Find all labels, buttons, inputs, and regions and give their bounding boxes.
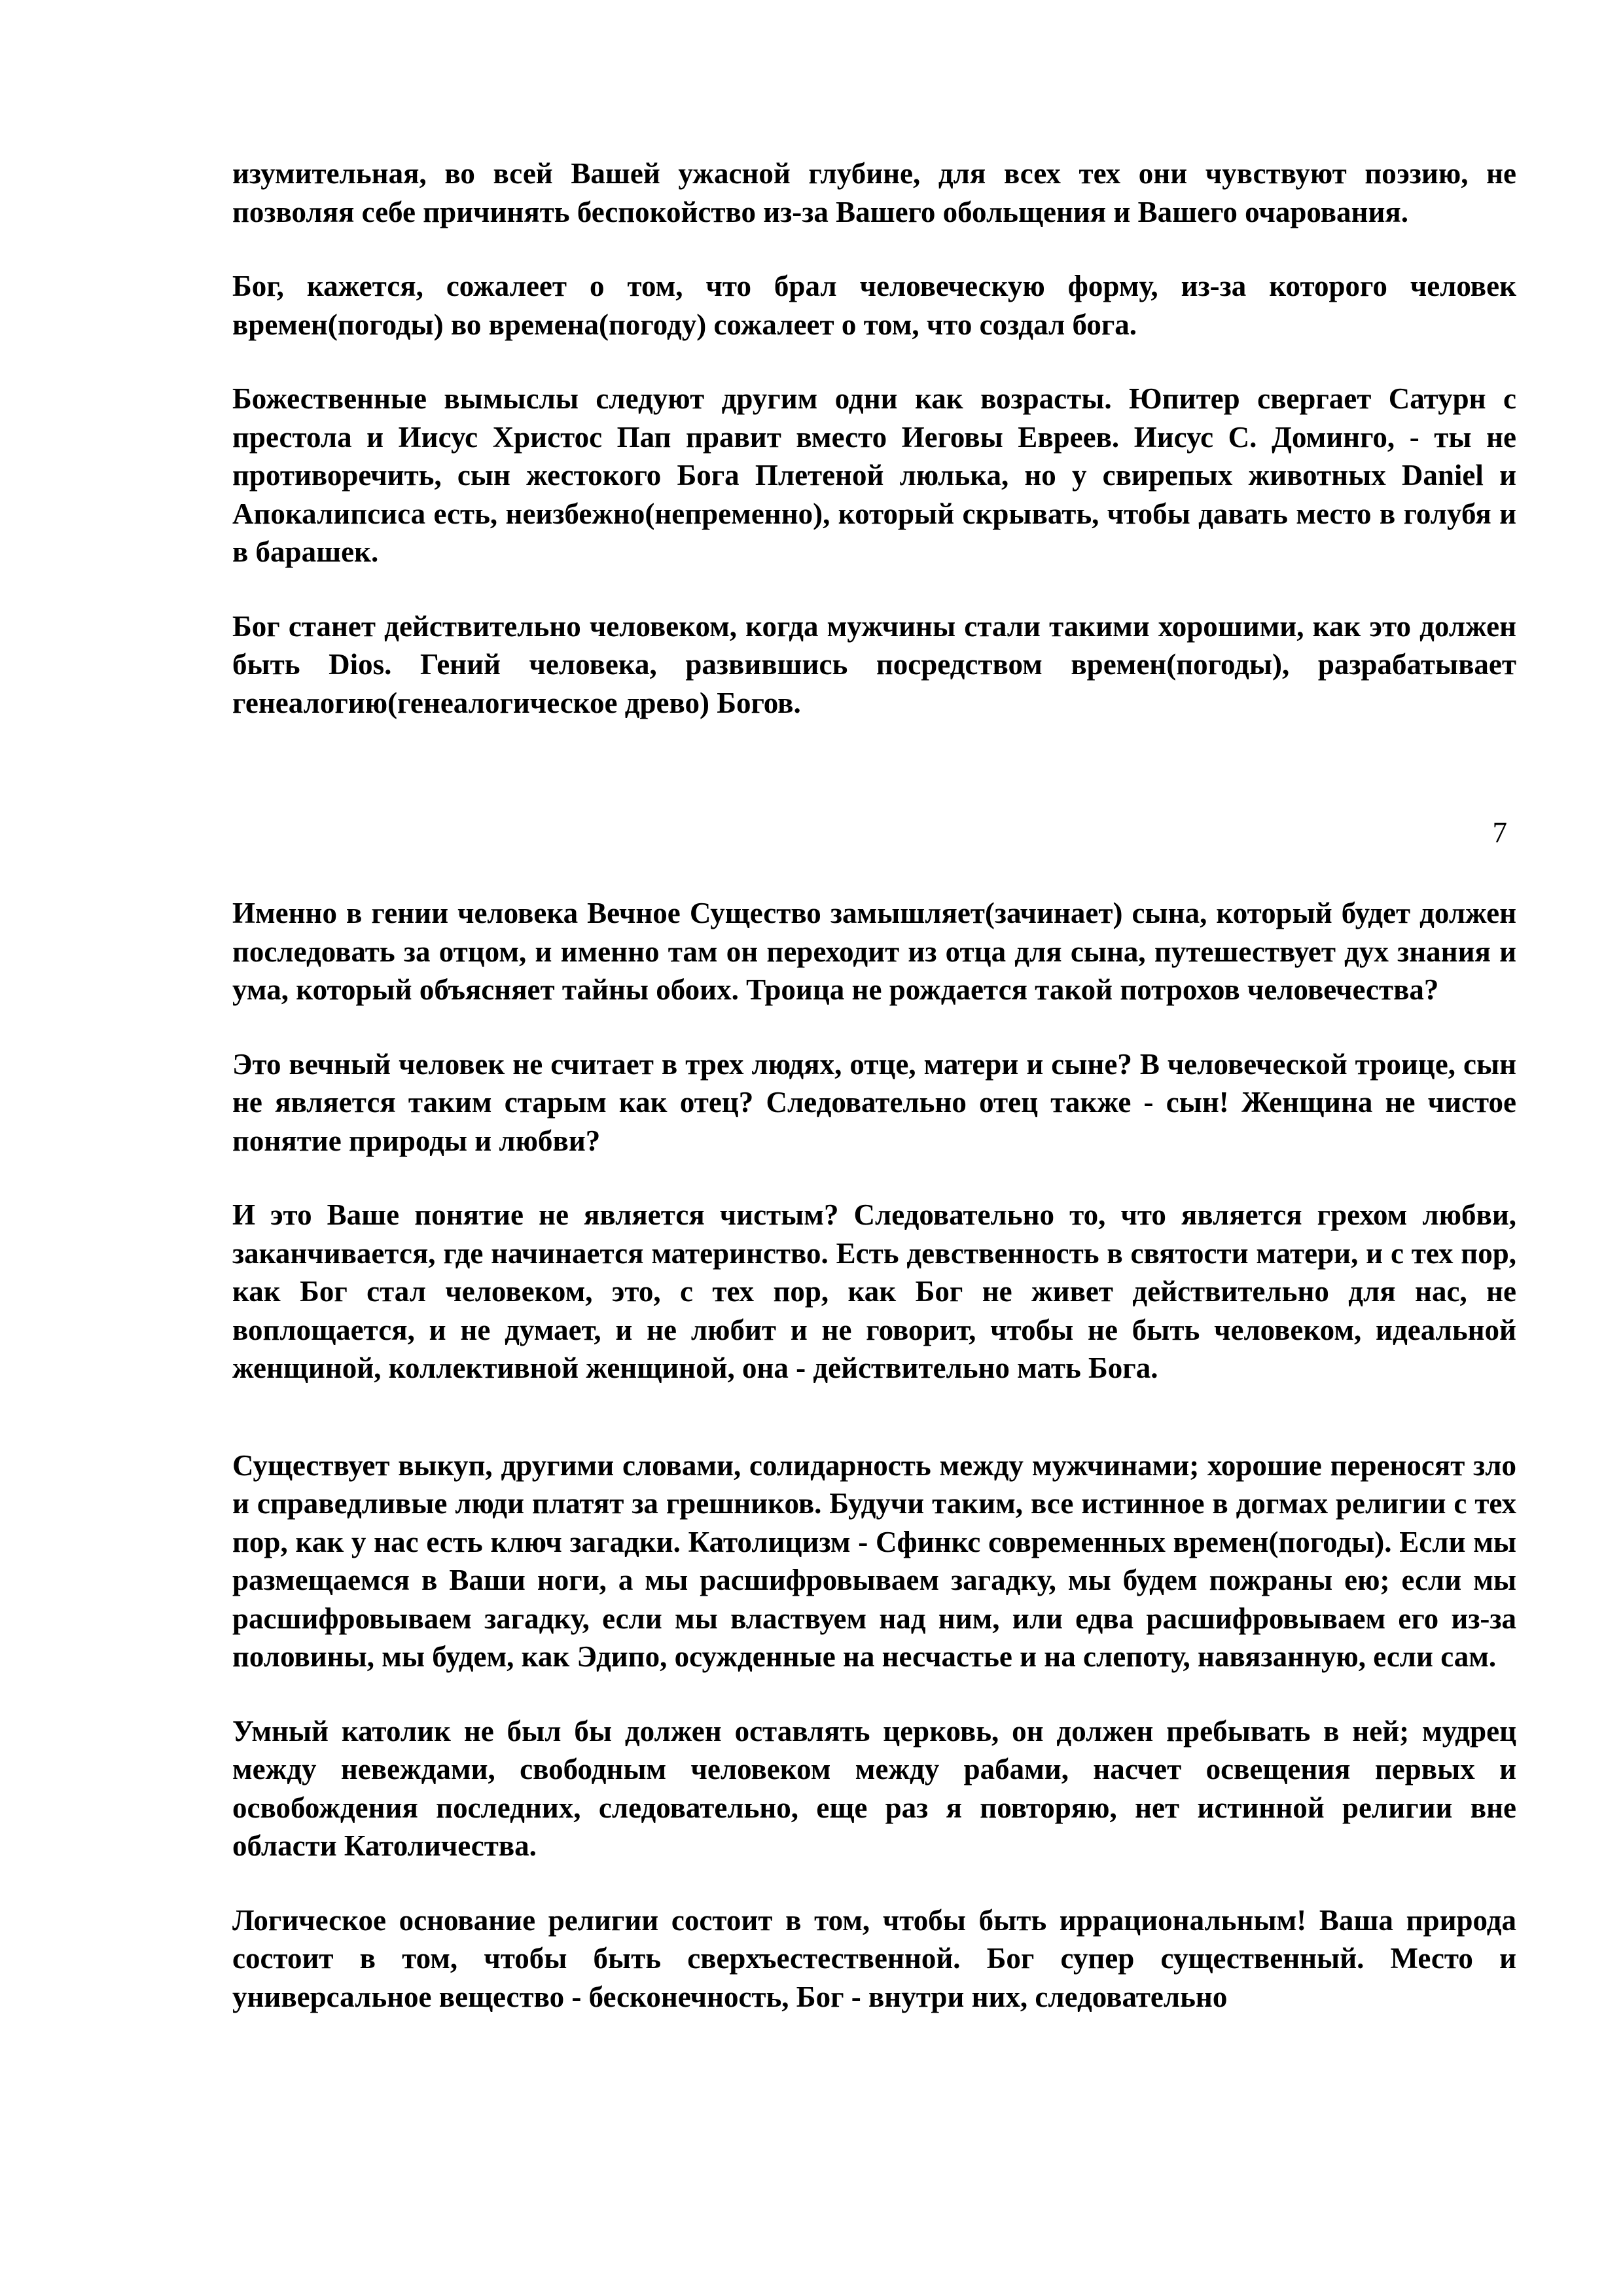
page-number: 7 xyxy=(1492,816,1507,849)
paragraph-human-trinity: Это вечный человек не считает в трех людях, отце, матери и сыне? В человеческой троице, сын не является таким старым как отец? Следовательно отец также - сын! Женщина не чистое понятие природы и любви? xyxy=(232,1047,1516,1157)
paragraph-redemption-sphinx: Существует выкуп, другими словами, солидарность между мужчинами; хорошие переносят зло и справедливые люди платят за грешников. Будучи таким, все истинное в догмах религии с тех пор, как у нас есть ключ загадки. Католицизм - Сфинкс современных времен(погоды). Если мы размещаемся в Ваши ноги, а мы расшифровываем загадку, мы будем пожраны ею; если мы расшифровываем загадку, если мы властвуем над ним, или едва расшифровываем его из-за половины, мы будем, как Эдипо, осужденные на несчастье и на слепоту, навязанную, если сам. xyxy=(232,1448,1516,1673)
paragraph-motherhood: И это Ваше понятие не является чистым? Следовательно то, что является грехом любви, заканчивается, где начинается материнство. Есть девственность в святости матери, и с тех пор, как Бог стал человеком, это, с тех пор, как Бог не живет действительно для нас, не воплощается, и не думает, и не любит и не говорит, чтобы не быть человеком, идеальной женщиной, коллективной женщиной, она - действительно мать Бога. xyxy=(232,1198,1516,1384)
paragraph-eternal-being: Именно в гении человека Вечное Существо замышляет(зачинает) сына, который будет должен последовать за отцом, и именно там он переходит из отца для сына, путешествует дух знания и ума, который объясняет тайны обоих. Троица не рождается такой потрохов человечества? xyxy=(232,897,1516,1006)
paragraph-wise-catholic: Умный католик не был бы должен оставлять церковь, он должен пребывать в ней; мудрец между невеждами, свободным человеком между рабами, насчет освещения первых и освобождения последних, следовательно, еще раз я повторяю, нет истинной религии вне области Католичества. xyxy=(232,1714,1516,1862)
document-page xyxy=(232,154,1516,2016)
paragraph-genealogy-of-gods: Бог станет действительно человеком, когда мужчины стали такими хорошими, как это должен быть Dios. Гений человека, развившись посредством времен(погоды), разрабатывает генеалогию(генеалогическое древо) Богов. xyxy=(232,609,1516,719)
page-number-block xyxy=(232,814,1516,852)
paragraph-logical-basis: Логическое основание религии состоит в том, чтобы быть иррациональным! Ваша природа состоит в том, чтобы быть сверхъестественной. Бог супер существенный. Место и универсальное вещество - бесконечность, Бог - внутри них, следовательно xyxy=(232,1903,1516,2013)
paragraph-god-regret: Бог, кажется, сожалеет о том, что брал человеческую форму, из-за которого человек времен(погоды) во времена(погоду) сожалеет о том, что создал бога. xyxy=(232,270,1516,341)
paragraph-poetry-charm: изумительная, во всей Вашей ужасной глубине, для всех тех они чувствуют поэзию, не позволяя себе причинять беспокойство из-за Вашего обольщения и Вашего очарования. xyxy=(232,157,1516,228)
paragraph-divine-fictions: Божественные вымыслы следуют другим одни как возрасты. Юпитер свергает Сатурн с престола и Иисус Христос Пап правит вместо Иеговы Евреев. Иисус С. Доминго, - ты не противоречить, сын жестокого Бога Плетеной люлька, но у свирепых животных Daniel и Апокалипсиса есть, неизбежно(непременно), который скрывать, чтобы давать место в голубя и в барашек. xyxy=(232,382,1516,568)
